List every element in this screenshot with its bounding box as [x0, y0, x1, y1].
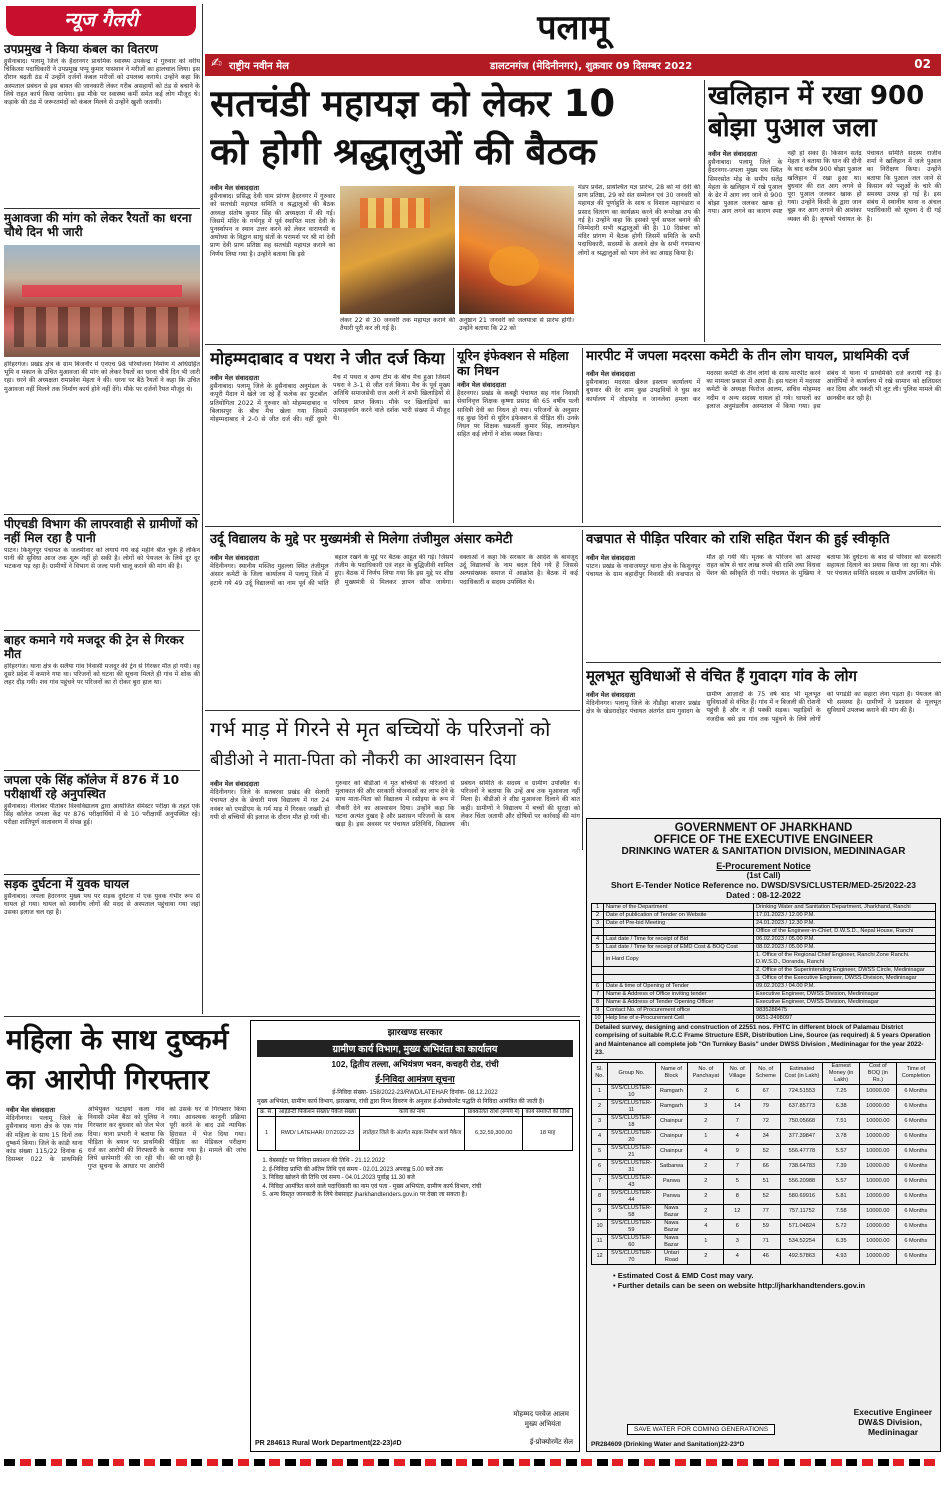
- registration-mark: [519, 1459, 530, 1466]
- side-lead-body: हुसैनाबाद। पलामू जिले के हैदरनगर-जपला मुख्य पथ स्थित सिमरसोत मोड़ के समीप सतेंद्र मेहता के खलिहान में रखे पुआल के ढेर में आग लग जाने से 900 बोझा पुआल जलकर खाक हो गया। आग लगने का कारण स्पष्ट नहीं हो सका है। किसान सतेंद्र मेहता ने बताया कि धान की दौनी के बाद करीब 900 बोझा पुआल खलिहान में रखा हुआ था। बुधवार की रात आग लगने से पूरा पुआल जलकर खाक हो गया। उन्होंने किसी के द्वारा जान बूझ कर आग लगाने की आशंका व्यक्त की है। कृषकों पंचायत के पंचायत समिति सदस्य राजीव शर्मा ने खलिहान में जले पुआल का निरीक्षण किया। उन्होंने बताया कि पुआल जल जाने से किसान को पशुओं के चारे की समस्या उत्पन्न हो गई है। इस संबंध में स्थानीय थाना व अंचल पदाधिकारी को सूचना दे दी गई है।: [708, 150, 941, 223]
- gallery-body: हुसैनाबाद। पलामू जिले के हैदरनगर प्राथमिक स्वास्थ्य उपकेन्द्र में गुरुवार को वरीय चिकित्सा पदाधिकारी ने उपप्रमुख पप्पू कुमार पासवान ने मरीजों का हालचाल लिया। इस दौरान बढ़ती ठंड में उन्होंने दर्जनों कंबल मरीजों को उपलब्ध कराये। उन्होंने कहा कि अस्पताल प्रबंधन से इस बावत की जानकारी लेकर गरीब असहायों को ठंड से बचाने के लिये राहत कार्य किया जायेगा। इस मौके पर स्वास्थ्य कर्मी समेत कई लोग मौजूद थे। कड़ाके की ठंड में जरूरतमंदों को कंबल मिलने से उन्होंने खुशी जतायी।: [4, 58, 200, 107]
- registration-mark: [815, 1459, 826, 1466]
- arrest-headline-2: का आरोपी गिरफ्तार: [6, 1063, 209, 1096]
- byline: नवीन मेल संवाददाता: [6, 1106, 55, 1114]
- registration-mark: [534, 1459, 545, 1466]
- byline: नवीन मेल संवाददाता: [210, 554, 259, 562]
- registration-mark: [909, 1459, 920, 1466]
- gallery-headline: बाहर कमाने गये मजदूर की ट्रेन से गिरकर मौत: [4, 633, 184, 661]
- table-row: 3 SVS/CLUSTER-18 Chainpur 2 7 72 750.05668 7.51 10000.00 6 Months: [592, 1114, 936, 1129]
- table-row: 9 Contact No. of Procurement office 9835288475: [592, 1007, 936, 1015]
- registration-mark: [612, 1459, 623, 1466]
- story-football: [210, 348, 450, 524]
- side-lead-headline-2: बोझा पुआल जला: [708, 113, 877, 143]
- registration-mark: [628, 1459, 639, 1466]
- registration-mark: [316, 1459, 327, 1466]
- yagya-photo-1: [340, 186, 455, 314]
- gallery-item-3: [4, 517, 200, 631]
- byline: नवीन मेल संवाददाता: [210, 780, 259, 788]
- gallery-item-5: [4, 773, 200, 869]
- dws-info-table: [591, 903, 936, 1023]
- registration-mark: [675, 1459, 686, 1466]
- big-story-body: मेदिनीनगर। जिले के सतबरवा प्रखंड की सेलारी पंचायत क्षेत्र के छेचारी मध्य विद्यालय में गत 24 नवंबर को एमडीएम के गर्म माड़ में गिरकर जख्मी हो गयी दो बच्चियों की इलाज के दौरान मौत हो गयी थी। गुरुवार को बीडीओ ने मृत बच्चियों के परिजनों से मुलाकात की और सरकारी योजनाओं का लाभ देने के साथ माता-पिता को विद्यालय में रसोइया के रूप में नौकरी देने का आश्वासन दिया। उन्होंने कहा कि घटना अत्यंत दुखद है और प्रशासन परिजनों के साथ खड़ा है। इस अवसर पर पंचायत प्रतिनिधि, विद्यालय प्रबंधन समिति के सदस्य व ग्रामीण उपस्थित थे। परिजनों ने बताया कि उन्हें अब तक मुआवजा नहीं मिला है। बीडीओ ने शीघ्र मुआवजा दिलाने की बात कही। ग्रामीणों ने विद्यालय में बच्चों की सुरक्षा को लेकर चिंता जतायी और दोषियों पर कार्रवाई की मांग की।: [210, 780, 580, 829]
- registration-mark: [425, 1459, 436, 1466]
- byline: नवीन मेल संवाददाता: [457, 381, 506, 389]
- table-row: 1 Name of the Department Drinking Water and Sanitation Department, Jharkhand, Ranchi: [592, 904, 936, 912]
- gallery-headline: सड़क दुर्घटना में युवक घायल: [4, 877, 130, 891]
- table-row: 1 RWD/ LATEHAR/ 07/2022-23 लातेहार जिले के अंतर्गत सड़क निर्माण कार्य पैकेज 6,32,59,300.00 18 माह: [258, 1117, 573, 1151]
- registration-mark: [441, 1459, 452, 1466]
- football-headline: मोहम्मदाबाद व पथरा ने जीत दर्ज किया: [210, 349, 445, 368]
- rural-footer-right: ई-प्रोक्योरमेंट सेल: [529, 1439, 573, 1446]
- table-row: 11 SVS/CLUSTER-60 Nawa Bazar 1 3 71 534.52254 6.35 10000.00 6 Months: [592, 1234, 936, 1249]
- story-urdu: [210, 530, 578, 714]
- color-bar: [4, 1458, 941, 1468]
- registration-mark: [191, 1459, 202, 1466]
- lead-caption-2: अनुष्ठान 21 जनवरी को जलयात्रा से प्रारंभ होगी। उन्होंने बताया कि 22 को: [459, 317, 574, 333]
- dws-sign-2: DW&S Division,: [858, 1417, 922, 1427]
- death-headline: यूरिन इंफेक्शन से महिला का निधन: [457, 348, 569, 378]
- story-madrasa: [586, 348, 941, 520]
- dws-sign-1: Executive Engineer: [853, 1407, 932, 1417]
- table-row: 4 SVS/CLUSTER-20 Chainpur 1 4 34 377.39847 3.78 10000.00 6 Months: [592, 1129, 936, 1144]
- dws-pr: PR284609 (Drinking Water and Sanitation)22-23*D: [591, 1441, 745, 1448]
- rural-dept: ग्रामीण कार्य विभाग, मुख्य अभियंता का कार्यालय: [257, 1040, 573, 1057]
- registration-mark: [300, 1459, 311, 1466]
- registration-mark: [51, 1459, 62, 1466]
- registration-mark: [472, 1459, 483, 1466]
- dws-slogan: SAVE WATER FOR COMING GENERATIONS: [627, 1424, 775, 1435]
- registration-mark: [831, 1459, 842, 1466]
- dws-dated: Dated : 08-12-2022: [726, 890, 801, 900]
- protest-photo: [4, 245, 200, 357]
- table-row: 7 Name & Address of Office inviting tender Executive Engineer, DWSS Division, Medininagar: [592, 991, 936, 999]
- dws-ref: Short E-Tender Notice Reference no. DWSD/SVS/CLUSTER/MED-25/2022-23: [611, 880, 916, 890]
- registration-mark: [659, 1459, 670, 1466]
- byline: नवीन मेल संवाददाता: [586, 370, 635, 378]
- gallery-headline: पीएचडी विभाग की लापरवाही से ग्रामीणों को नहीं मिल रहा है पानी: [4, 517, 198, 545]
- registration-mark: [238, 1459, 249, 1466]
- lead-caption-1: लेकर 22 से 30 जनवरी तक महायज्ञ कराने की तैयारी पूरी कर ली गई है।: [340, 317, 455, 333]
- side-lead: [708, 80, 941, 338]
- dws-cluster-table: Sl. No. Group No. Name of Block No. of Panchayat No. of Village No. of Scheme Estimated Cost (in Lakh) Earnest Money (in Lakh) Cost of BOQ (in Rs.) Time of Completion 1 SVS/CLUSTER-10 Ramgarh 2 6 67 724.51553 7.25 10000.00 6 Months 2 SVS/CLUSTER-11 Ramgarh 3 14 79 637.85773 6.38 10000.00 6 Months 3 SVS/CLUSTER-18 Chainpur 2 7 72 750.05668 7.51 10000.00 6 Months 4 SVS/CLUSTER-20 Chainpur 1 4 34 377.39847 3.78 10000.00 6 Months 5 SVS/CLUSTER-21 Chainpur 4 9 52 556.47778 5.57 10000.00 6 Months 6 SVS/CLUSTER-31 Satbarwa 2 7 66 738.64783 7.39 10000.00 6 Months 7 SVS/CLUSTER-43 Panwa 2 5 51 556.20988 5.57 10000.00 6 Months 8 SVS/CLUSTER-44 Panwa 2 8 52 580.69916 5.81 10000.00 6 Months 9 SVS/CLUSTER-58 Nawa Bazar 2 12 77 757.11752 7.58 10000.00 6 Months 10 SVS/CLUSTER-59 Nawa Bazar 4 6 59 571.04824 5.72 10000.00 6 Months 11 SVS/CLUSTER-60 Nawa Bazar 1 3 71 534.52254 6.35 10000.00 6 Months 12 SVS/CLUSTER-70 Untari Road 2 4 46 492.57863 4.93 10000.00 6 Months: [591, 1062, 936, 1265]
- dws-description: Detailed survey, designing and construction of 22551 nos. FHTC in different block of Palamau District comprising of suitable R.C.C Frame Structure ESR, Distribution Line, Source (as required) & 5 years Operation and Maintenance all complete job "On Turnkey Basis" under DWSS Division , Medininagar for the year 2022-23.: [591, 1023, 936, 1060]
- dws-sign-3: Medininagar: [867, 1427, 918, 1437]
- registration-mark: [176, 1459, 187, 1466]
- dateline: डालटनगंज (मेदिनीनगर), शुक्रवार 09 दिसम्बर 2022: [490, 61, 693, 72]
- dws-office: OFFICE OF THE EXECUTIVE ENGINEER: [653, 834, 874, 846]
- registration-mark: [737, 1459, 748, 1466]
- dws-tender-ad: [586, 818, 941, 1452]
- gallery-body: हुसैनाबाद। जपला हैदरनगर मुख्य पथ पर सड़क दुर्घटना में एक युवक गंभीर रूप से घायल हो गया। घायल को स्थानीय लोगों की मदद से अस्पताल पहुंचाया गया जहां उसका इलाज चल रहा है।: [4, 893, 200, 917]
- rural-address: 102, द्वितीय तल्ला, अभियंत्रण भवन, कचहरी रोड, रांची: [331, 1059, 499, 1069]
- table-row: 5 Last date / Time for receipt of EMD Cost & BOQ Cost 08.02.2023 / 05.00 P.M.: [592, 944, 936, 952]
- registration-mark: [488, 1459, 499, 1466]
- registration-mark: [285, 1459, 296, 1466]
- registration-mark: [581, 1459, 592, 1466]
- gallery-item-2: [4, 211, 200, 393]
- paper-logo-icon: ✍: [211, 56, 222, 71]
- dws-bullet-1: • Estimated Cost & EMD Cost may vary.: [613, 1270, 754, 1280]
- table-row: 4 Last date / Time for receipt of Bid 06.02.2023 / 05.00 P.M.: [592, 936, 936, 944]
- masthead: [205, 6, 941, 50]
- arrest-headline-1: महिला के साथ दुष्कर्म: [6, 1023, 229, 1056]
- gallery-body: हुसैनाबाद। नीलांबर पीतांबर विश्वविद्यालय द्वारा आयोजित सेमेस्टर परीक्षा के तहत एके सिंह कॉलेज जपला केंद्र पर 876 परीक्षार्थियों में से 10 परीक्षार्थी अनुपस्थित रहे। परीक्षा शांतिपूर्ण वातावरण में संपन्न हुई।: [4, 803, 200, 827]
- table-row: 3. Office of the Executive Engineer, DWSS Division, Medininagar: [592, 975, 936, 983]
- registration-mark: [893, 1459, 904, 1466]
- story-pension: [586, 530, 941, 654]
- registration-mark: [269, 1459, 280, 1466]
- dws-division: DRINKING WATER & SANITATION DIVISION, MEDININAGAR: [621, 846, 906, 857]
- lead-body-1: हुसैनाबाद। प्रसिद्ध देवी धाम प्रांगण हैदरनगर में गुरुवार को सतचंडी महायज्ञ समिति व श्रद्धालुओं की बैठक अध्यक्ष संतोष कुमार सिंह की अध्यक्षता में की गई। जिसमें मंदिर के गर्भगृह में पूर्व स्थापित माता देवी के पुनर्स्थापन व स्थान उत्तर करने को लेकर वाराणसी व अयोध्या के विद्वान साधु संतों के परामर्श पर श्री मां देवी प्राण देवी प्राण प्रतिष्ठा सह सतचंडी महायज्ञ कराने का निर्णय लिया गया है। उन्होंने बताया कि इसे: [210, 193, 335, 258]
- registration-mark: [800, 1459, 811, 1466]
- table-row: 1 SVS/CLUSTER-10 Ramgarh 2 6 67 724.51553 7.25 10000.00 6 Months: [592, 1084, 936, 1099]
- gallery-item-4: [4, 633, 200, 767]
- story-arrest: [6, 1020, 246, 1466]
- urdu-body: मेदिनीनगर। स्थानीय मस्जिद मुहल्ला स्थित तंजीमुल अंसार कमेटी के जिला कार्यालय में पलामू जिले में हटाये गये 49 उर्दू विद्यालयों का नाम पूर्व की भांति बहाल रखने के मुद्दे पर बैठक आहूत की गई। जिसमें तंजीम के पदाधिकारी एवं शहर के बुद्धिजीवी शामिल हुए। बैठक में निर्णय लिया गया कि इस मुद्दे पर शीघ्र ही मुख्यमंत्री से मिलकर ज्ञापन सौंपा जायेगा। वक्ताओं ने कहा कि सरकार के आदेश के बावजूद उर्दू विद्यालयों के नाम बदल दिये गये हैं जिससे अल्पसंख्यक समाज में आक्रोश है। बैठक में कई पदाधिकारी व सदस्य उपस्थित थे।: [210, 554, 578, 587]
- registration-mark: [4, 1459, 15, 1466]
- registration-mark: [394, 1459, 405, 1466]
- registration-mark: [644, 1459, 655, 1466]
- table-row: 2 SVS/CLUSTER-11 Ramgarh 3 14 79 637.85773 6.38 10000.00 6 Months: [592, 1099, 936, 1114]
- gallery-headline: जपला एके सिंह कॉलेज में 876 में 10 परीक्षार्थी रहे अनुपस्थित: [4, 773, 180, 801]
- registration-mark: [924, 1459, 935, 1466]
- story-death: [457, 348, 579, 523]
- pension-body: पाटन। प्रखंड के नावाजयपुर थाना क्षेत्र के किशुनपुर पंचायत के ग्राम बहादीपुर निवासी की वज्रपात से मौत हो गयी थी। मृतक के परिजन को आपदा राहत कोष से चार लाख रुपये की राशि तथा विधवा पेंशन की स्वीकृति दी गयी। पंचायत के मुखिया ने बताया कि दुर्घटना के बाद से परिवार को सरकारी सहायता दिलाने का प्रयास किया जा रहा था। मौके पर पंचायत समिति सदस्य व ग्रामीण उपस्थित थे।: [586, 554, 941, 579]
- table-row: 10 Help line of e-Procurement Cell 0651-2498097: [592, 1015, 936, 1023]
- registration-mark: [597, 1459, 608, 1466]
- gudag-headline: मूलभूत सुविधाओं से वंचित हैं गुवादग गांव के लोग: [586, 667, 857, 685]
- rural-footer-left: PR 284613 Rural Work Department(22-23)#D: [255, 1440, 402, 1447]
- byline: नवीन मेल संवाददाता: [210, 374, 259, 382]
- lead-body-2: मंडप प्रवेश, प्रायश्चित यज्ञ प्रारंभ, 28 को मां देवी की प्राण प्रतिष्ठा, 29 को संत सम्मेलन एवं 30 जनवरी को महायज्ञ की पूर्णाहुति के साथ व विशाल महाभंडारा व प्रसाद वितरण का कार्यक्रम करने की रूपरेखा तय की गई है। उन्होंने कहा कि इसको पूर्ण सफल बनाने की जिम्मेदारी सभी श्रद्धालुओं की है। 10 दिसंबर को मंदिर प्रांगण में बैठक होगी जिसमें समिति के सभी पदाधिकारी, सदस्यों के अलावे क्षेत्र के सभी गणमान्य लोगों व श्रद्धालुओं को भाग लेने का आग्रह किया है।: [578, 184, 700, 257]
- table-row: 8 Name & Address of Tender Opening Officer Executive Engineer, DWSS Division, Medininagar: [592, 999, 936, 1007]
- rural-sign-2: मुख्य अभियंता: [524, 1421, 561, 1428]
- gudag-body: मेदिनीनगर। पलामू जिले के नौडीहा बाजार प्रखंड क्षेत्र के खेडरादोहर पंचायत अंतर्गत ग्राम गुवादग के ग्रामीण आज़ादी के 75 वर्ष बाद भी मूलभूत सुविधाओं से वंचित हैं। गांव में न बिजली की रोशनी पहुंची है और न ही पक्की सड़क। पहाड़ियों के नजदीक बसे इस गांव तक पहुंचने के लिये लोगों को पगडंडी का सहारा लेना पड़ता है। पेयजल की भी समस्या है। ग्रामीणों ने प्रशासन से मूलभूत सुविधायें उपलब्ध कराने की मांग की है।: [586, 691, 941, 723]
- rural-intro: मुख्य अभियंता, ग्रामीण कार्य विभाग, झारखण्ड, रांची द्वारा निम्न विवरण के अनुसार ई-प्रोक्योरमेंट पद्धति से निविदा आमंत्रित की जाती है।: [257, 1099, 545, 1105]
- registration-mark: [690, 1459, 701, 1466]
- gallery-headline: उपप्रमुख ने किया कंबल का वितरण: [4, 42, 158, 56]
- registration-mark: [35, 1459, 46, 1466]
- registration-mark: [222, 1459, 233, 1466]
- big-story: [210, 714, 580, 980]
- registration-mark: [878, 1459, 889, 1466]
- registration-mark: [254, 1459, 265, 1466]
- registration-mark: [566, 1459, 577, 1466]
- death-body: हैदरनगर। प्रखंड के कबड्डी पंचायत सह गांव निवासी सेवानिवृत्त शिक्षक कृष्णा प्रसाद की 65 वर्षीय पत्नी सावित्री देवी का निधन हो गया। परिजनों के अनुसार वह कुछ दिनों से यूरिन इंफेक्शन से पीड़ित थीं। उनके निधन पर शिक्षक चक्रवर्ती कुमार सिंह, लालमोहन सहित कई लोगों ने शोक व्यक्त किया।: [457, 390, 579, 439]
- page-number: 02: [914, 57, 931, 71]
- registration-mark: [207, 1459, 218, 1466]
- table-row: Office of the Engineer-in-Chief, D.W.S.D., Nepal House, Ranchi: [592, 928, 936, 936]
- news-gallery-header: [6, 6, 196, 36]
- rural-tender-table: क्र. सं. आईडेन्टी फिकेशन संख्या/ पैकेज संख्या कार्य का नाम प्राक्कलित राशि (रूपये में) कार्य समाप्ति की तिथि 1 RWD/ LATEHAR/ 07/2022-23 लातेहार जिले के अंतर्गत सड़क निर्माण कार्य पैकेज 6,32,59,300.00 18 माह: [257, 1108, 573, 1151]
- dws-notice: E-Procurement Notice: [716, 861, 811, 871]
- gallery-body: हरिहरगंज। प्रखंड क्षेत्र के ग्राम बिजनौर में एनएच 98 परियोजना निर्माण में अधिग्रहित भूमि व मकान के उचित मुआवजा की मांग को लेकर रैयतों का धरना चौथे दिन भी जारी रहा। धरने की अध्यक्षता रामप्रवेश मेहता ने की। धरना पर बैठे रैयतों ने कहा कि उचित मुआवजा नहीं मिलने तक निर्माण कार्य होने नहीं देंगे। मौके पर दर्जनों रैयत मौजूद थे।: [4, 361, 200, 393]
- table-row: 3 Date of Pre-bid Meeting 24.01.2023 / 12.30 P.M.: [592, 920, 936, 928]
- registration-mark: [862, 1459, 873, 1466]
- registration-mark: [753, 1459, 764, 1466]
- table-row: 6 Date & time of Opening of Tender 09.02.2023 / 04.00 P.M.: [592, 983, 936, 991]
- gallery-body: पाटन। किशुनपुर पंचायत के जलमीनार को लगाये गये कई महीने बीत चुके हैं लेकिन पानी की सुविधा आज तक शुरू नहीं हो सकी है। लोगों को पेयजल के लिये दूर दूर भटकना पड़ रहा है। ग्रामीणों ने विभाग से जल्द पानी चालू कराने की मांग की है।: [4, 547, 200, 571]
- table-row: 7 SVS/CLUSTER-43 Panwa 2 5 51 556.20988 5.57 10000.00 6 Months: [592, 1174, 936, 1189]
- registration-mark: [347, 1459, 358, 1466]
- table-row: 8 SVS/CLUSTER-44 Panwa 2 8 52 580.69916 5.81 10000.00 6 Months: [592, 1189, 936, 1204]
- table-row: 10 SVS/CLUSTER-59 Nawa Bazar 4 6 59 571.04824 5.72 10000.00 6 Months: [592, 1219, 936, 1234]
- registration-mark: [160, 1459, 171, 1466]
- registration-mark: [129, 1459, 140, 1466]
- big-headline-line-1: गर्भ माड़ में गिरने से मृत बच्चियों के परिजनों को: [210, 717, 551, 741]
- registration-mark: [846, 1459, 857, 1466]
- news-gallery-title: न्यूज गैलरी: [64, 9, 138, 31]
- byline: नवीन मेल संवाददाता: [586, 554, 635, 562]
- rural-notes: 1. वेबसाईट पर निविदा प्रकाशन की तिथि - 21.12.2022 2. ई-निविदा प्राप्ति की अंतिम तिथि एवं समय - 02.01.2023 अपराह्न 5.00 बजे तक 3. निविदा खोलने की तिथि एवं समय - 04.01.2023 पूर्वाह्न 11.30 बजे 4. निविदा आमंत्रित करने वाले पदाधिकारी का नाम एवं पता - मुख्य अभियंता, ग्रामीण कार्य विभाग, रांची 5. अन्य विस्तृत जानकारी के लिये वेबसाइट jharkhandtenders.gov.in पर देखा जा सकता है।: [269, 1157, 571, 1200]
- registration-mark: [722, 1459, 733, 1466]
- registration-mark: [363, 1459, 374, 1466]
- dws-call: (1st Call): [746, 871, 781, 880]
- byline: नवीन मेल संवाददाता: [708, 150, 757, 158]
- table-row: 6 SVS/CLUSTER-31 Satbarwa 2 7 66 738.64783 7.39 10000.00 6 Months: [592, 1159, 936, 1174]
- page-band: [205, 54, 941, 76]
- table-row: 2. Office of the Superintending Engineer, DWSS Circle, Medininagar: [592, 967, 936, 975]
- masthead-title: पलामू: [537, 8, 609, 48]
- registration-mark: [706, 1459, 717, 1466]
- registration-mark: [66, 1459, 77, 1466]
- table-row: in Hard Copy 1. Office of the Regional Chief Engineer, Ranchi Zone Ranchi. D.W.S.D., Doranda, Ranchi: [592, 952, 936, 967]
- registration-mark: [378, 1459, 389, 1466]
- byline: नवीन मेल संवाददाता: [210, 184, 259, 192]
- lead-headline: [210, 80, 700, 176]
- dws-bullet-2: • Further details can be seen on website http://jharkhandtenders.gov.in: [613, 1280, 866, 1290]
- registration-mark: [410, 1459, 421, 1466]
- table-row: 9 SVS/CLUSTER-58 Nawa Bazar 2 12 77 757.11752 7.58 10000.00 6 Months: [592, 1204, 936, 1219]
- table-row: 12 SVS/CLUSTER-70 Untari Road 2 4 46 492.57863 4.93 10000.00 6 Months: [592, 1249, 936, 1264]
- rural-title: ई-निविदा आमंत्रण सूचना: [375, 1074, 455, 1084]
- lead-story: [210, 184, 700, 339]
- registration-mark: [456, 1459, 467, 1466]
- rural-sign-1: मोहम्मद परवेज आलम: [513, 1411, 569, 1418]
- registration-mark: [98, 1459, 109, 1466]
- registration-mark: [768, 1459, 779, 1466]
- registration-mark: [113, 1459, 124, 1466]
- pension-headline: वज्रपात से पीड़ित परिवार को राशि सहित पेंशन की हुई स्वीकृति: [586, 532, 890, 547]
- dws-gov: GOVERNMENT OF JHARKHAND: [674, 822, 853, 834]
- gallery-item-6: [4, 877, 200, 981]
- arrest-body: मेदिनीनगर। पलामू जिले के हुसैनाबाद थाना क्षेत्र के एक गांव की महिला के साथ 15 दिनों तक दुष्कर्म किया। जिले के कांडी थाना कांड संख्या 115/22 दिनांक 6 दिसम्बर 022 के प्राथमिकी अभियुक्त घटाइयों कला गांव निवासी उमेश बैठा को पुलिस ने गिरफ्तार कर बुधवार को जेल भेज दिया। थाना प्रभारी ने बताया कि पीड़िता के बयान पर प्राथमिकी दर्ज कर आरोपी की गिरफ्तारी के लिये छापेमारी की जा रही थी। गुप्त सूचना के आधार पर आरोपी को उसके घर से गिरफ्तार किया गया। आवश्यक कानूनी प्रक्रिया पूरी करने के बाद उसे न्यायिक हिरासत में भेज दिया गया। पीड़िता का मेडिकल परीक्षण कराया गया है। मामले की जांच की जा रही है।: [6, 1106, 246, 1171]
- registration-mark: [20, 1459, 31, 1466]
- registration-mark: [82, 1459, 93, 1466]
- madrasa-headline: मारपीट में जपला मदरसा कमेटी के तीन लोग घायल, प्राथमिकी दर्ज: [586, 349, 909, 364]
- registration-mark: [332, 1459, 343, 1466]
- gallery-headline: मुआवजा की मांग को लेकर रैयतों का धरना चौथे दिन भी जारी: [4, 211, 192, 239]
- rural-tender-ad: [250, 1020, 580, 1452]
- big-headline-line-2: बीडीओ ने माता-पिता को नौकरी का आश्वासन दिया: [210, 750, 517, 769]
- registration-mark: [503, 1459, 514, 1466]
- yagya-photo-2: [459, 186, 574, 314]
- urdu-headline: उर्दू विद्यालय के मुद्दे पर मुख्यमंत्री से मिलेगा तंजीमुल अंसार कमेटी: [210, 532, 513, 547]
- table-row: 2 Date of publication of Tender on Website 17.01.2023 / 12.00 P.M.: [592, 912, 936, 920]
- story-gudag: [586, 665, 941, 841]
- registration-mark: [784, 1459, 795, 1466]
- lead-headline-line-2: को होगी श्रद्धालुओं की बैठक: [210, 130, 597, 173]
- paper-name: राष्ट्रीय नवीन मेल: [229, 61, 289, 72]
- lead-headline-line-1: सतचंडी महायज्ञ को लेकर 10: [210, 82, 616, 125]
- registration-mark: [144, 1459, 155, 1466]
- registration-mark: [550, 1459, 561, 1466]
- rural-gov: झारखण्ड सरकार: [387, 1027, 443, 1037]
- madrasa-body: हुसैनाबाद। मदरसा खैरुल इस्लाम कार्यालय में बुधवार की देर शाम कुछ उपद्रवियों ने घुस कर कार्यालय में तोड़फोड़ व जानलेवा हमला कर मदरसा कमेटी के तीन लोगों के साथ मारपीट करने का मामला प्रकाश में आया है। इस घटना में मदरसा कमेटी के अध्यक्ष फिरोज आलम, सचिव मोहम्मद नदीम व अन्य सदस्य घायल हो गये। घायलों का इलाज अनुमंडलीय अस्पताल में किया गया। इस संबंध में थाना में प्राथमिकी दर्ज करायी गई है। आरोपियों ने कार्यालय में रखे सामान को क्षतिग्रस्त कर दिया और नकदी भी लूट ली। पुलिस मामले की छानबीन कर रही है।: [586, 370, 941, 410]
- rural-ref: ई-निविदा संख्या- 158/2022-23/RWD/LATEHAR दिनांक- 08.12.2022: [332, 1090, 498, 1096]
- side-lead-headline-1: खलिहान में रखा 900: [708, 81, 925, 111]
- table-row: 5 SVS/CLUSTER-21 Chainpur 4 9 52 556.47778 5.57 10000.00 6 Months: [592, 1144, 936, 1159]
- football-body: हुसैनाबाद। पलामू जिले के हुसैनाबाद अनुमंडल के कपूरी मैदान में खेले जा रहे हैं फलेक का फुटबॉल प्रतियोगिता 2022 में गुरुवार को मोहम्मदाबाद व बिलासपुर के बीच मैच खेला गया जिसमें मोहम्मदाबाद ने 2-0 से जीत दर्ज की। वहीं दूसरे मैच में पथरा व अन्य टीम के बीच मैच हुआ जिसमें पथरा ने 3-1 से जीत दर्ज किया। मैच के पूर्व मुख्य अतिथि समाजसेवी राज अली ने सभी खिलाड़ियों से परिचय प्राप्त किया। मौके पर खिलाड़ियों का उत्साहवर्धन करने वाले दर्शक भारी संख्या में मौजूद थे।: [210, 374, 450, 424]
- gallery-body: हरिहरगंज। थाना क्षेत्र के सलैया गांव निवासी मजदूर की ट्रेन से गिरकर मौत हो गयी। वह दूसरे प्रदेश में कमाने गया था। परिजनों को घटना की सूचना मिलते ही गांव में शोक की लहर दौड़ गयी। शव गांव पहुंचने पर परिजनों का रो रोकर बुरा हाल था।: [4, 663, 200, 687]
- gallery-item-1: [4, 42, 200, 208]
- byline: नवीन मेल संवाददाता: [586, 691, 635, 699]
